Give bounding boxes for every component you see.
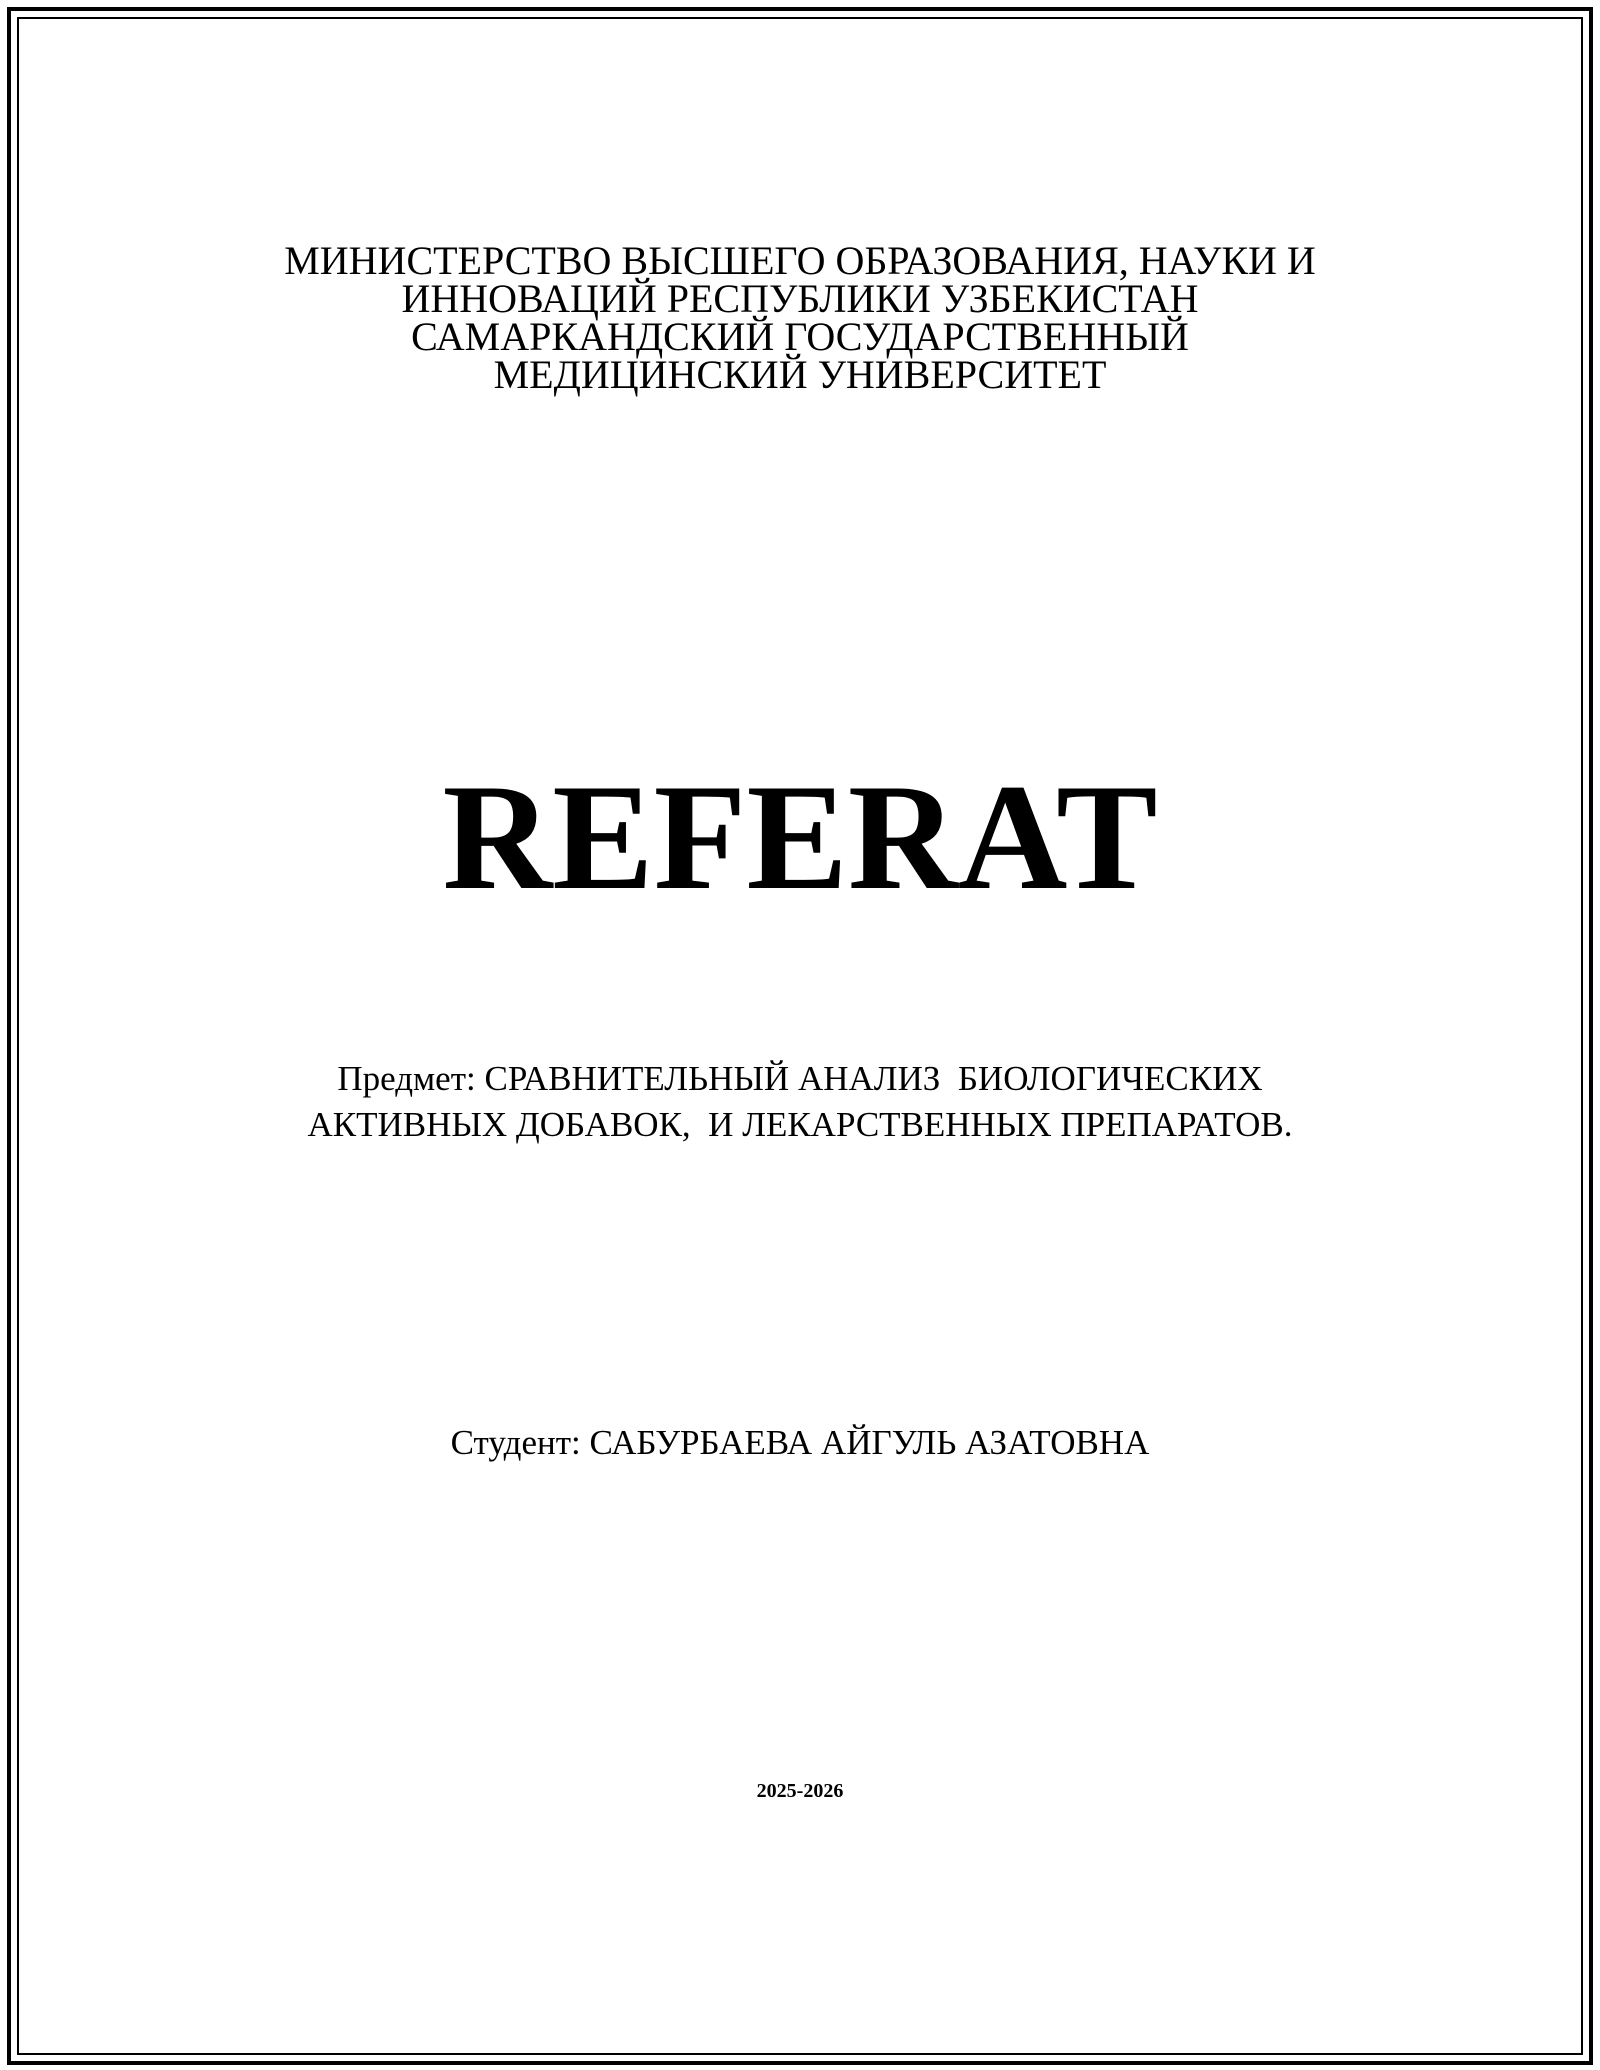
- student-block: [0, 1420, 1600, 1466]
- institution-line-3: САМАРКАНДСКИЙ ГОСУДАРСТВЕННЫЙ: [411, 314, 1189, 359]
- subject-line-2: АКТИВНЫХ ДОБАВОК, И ЛЕКАРСТВЕННЫХ ПРЕПАРАТОВ.: [307, 1105, 1293, 1144]
- student-name: Студент: САБУРБАЕВА АЙГУЛЬ АЗАТОВНА: [450, 1423, 1150, 1462]
- institution-line-4: МЕДИЦИНСКИЙ УНИВЕРСИТЕТ: [493, 352, 1107, 397]
- subject-line-1: Предмет: СРАВНИТЕЛЬНЫЙ АНАЛИЗ БИОЛОГИЧЕСКИХ: [337, 1059, 1263, 1098]
- institution-line-1: МИНИСТЕРСТВО ВЫСШЕГО ОБРАЗОВАНИЯ, НАУКИ И: [284, 238, 1316, 283]
- institution-line-2: ИННОВАЦИЙ РЕСПУБЛИКИ УЗБЕКИСТАН: [401, 276, 1199, 321]
- document-title: REFERAT: [442, 753, 1158, 921]
- subject-block: [0, 1056, 1600, 1148]
- academic-year: 2025-2026: [756, 1780, 844, 1802]
- institution-header: [0, 238, 1600, 397]
